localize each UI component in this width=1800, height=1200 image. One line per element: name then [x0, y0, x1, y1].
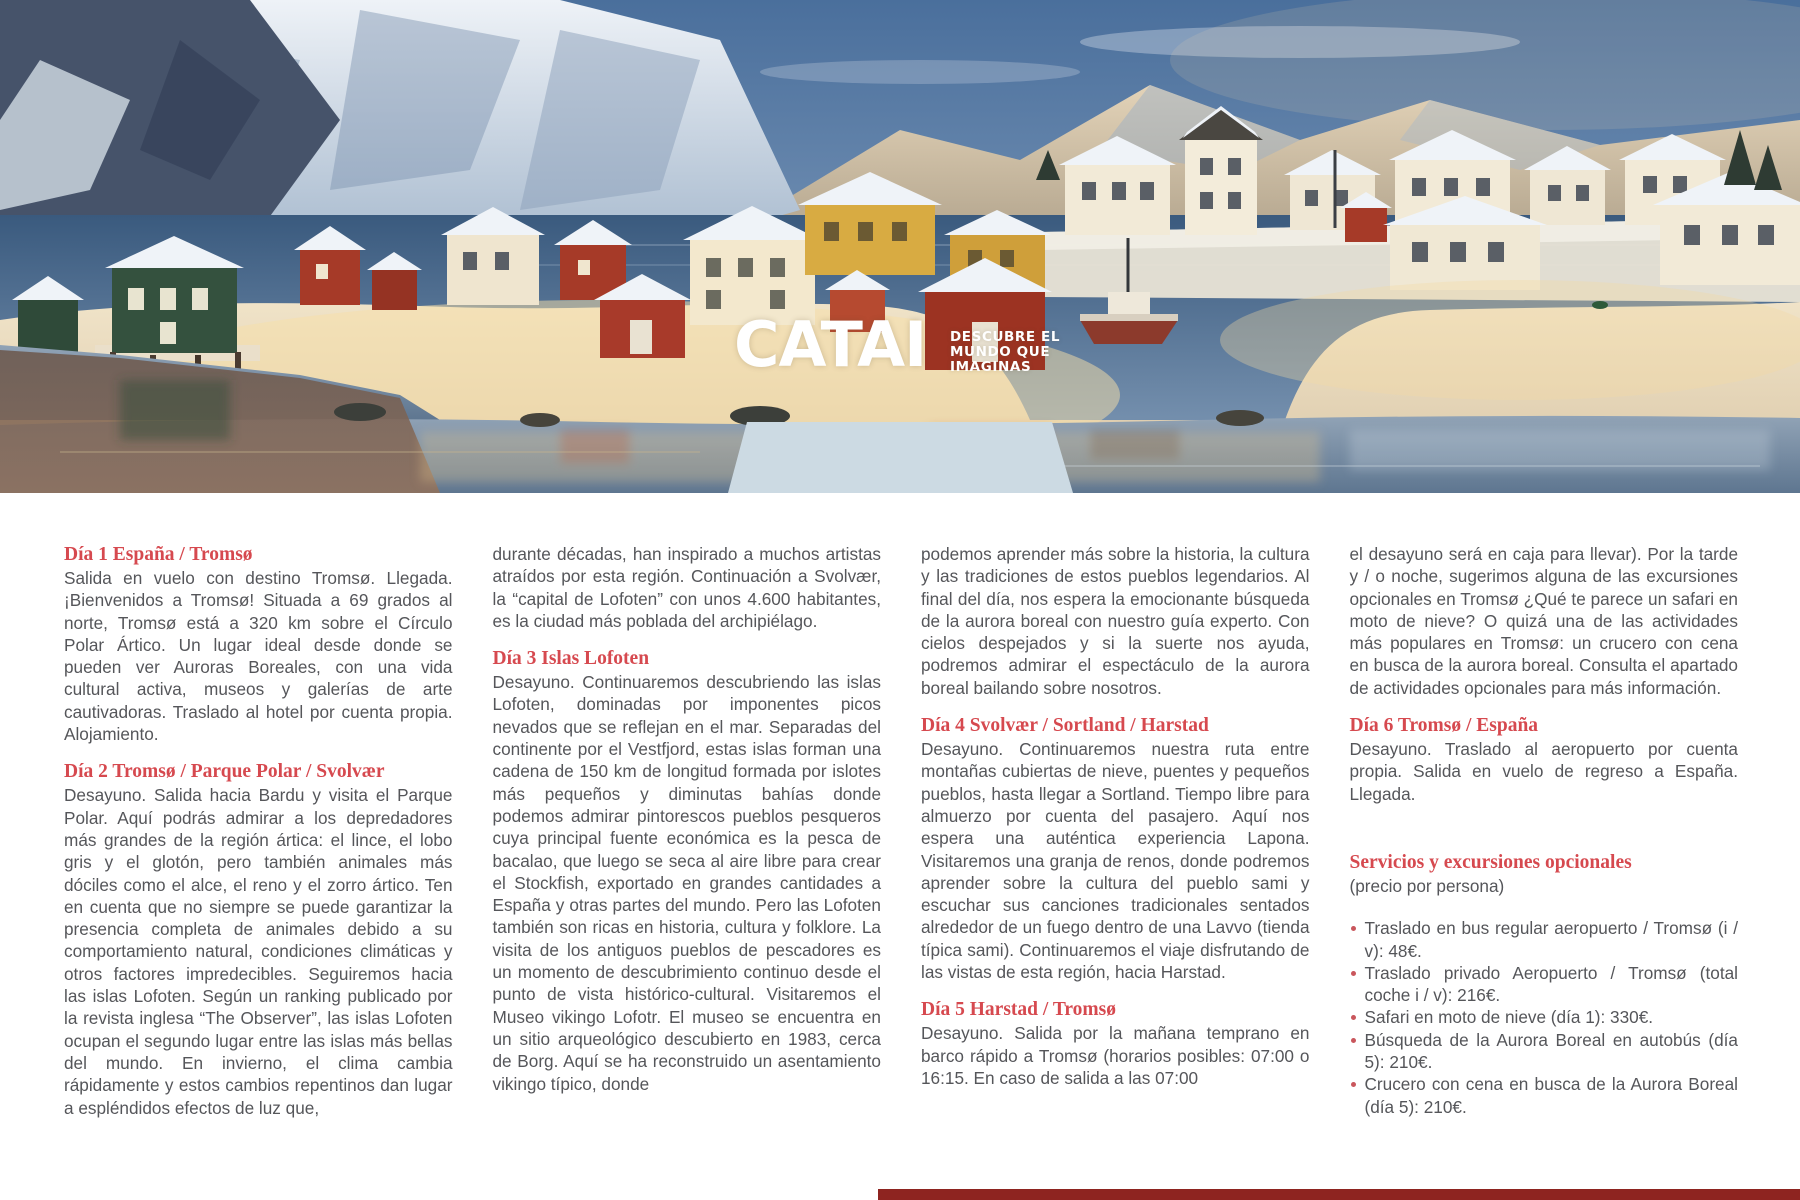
brand-tagline-line: DESCUBRE EL [950, 329, 1061, 345]
services-subheading: (precio por persona) [1349, 875, 1505, 896]
column-3 [921, 543, 1310, 1119]
hero-scene-illustration [0, 0, 1800, 493]
column-2 [493, 543, 882, 1119]
day-section [1350, 714, 1739, 805]
itinerary-columns [0, 493, 1800, 1119]
day-section [493, 647, 882, 1095]
column-4 [1350, 543, 1739, 1119]
day-body: el desayuno será en caja para llevar). Por la tarde y / o noche, sugerimos alguna de las excursiones opcionales en Tromsø ¿Qué te parece un safari en moto de nieve? O quizá una de las actividades más populares en Tromsø: un crucero con cena en busca de la aurora boreal. Consulta el apartado de actividades opcionales para más información. [1349, 544, 1738, 698]
hero-photo [0, 0, 1800, 493]
rock [520, 413, 560, 427]
optional-services-section [1350, 851, 1739, 1118]
day-heading: Día 4 Svolvær / Sortland / Harstad [921, 715, 1209, 737]
footer-accent-bar [878, 1189, 1800, 1200]
day-section [921, 714, 1310, 983]
day-heading: Día 1 España / Tromsø [64, 544, 253, 565]
day-heading: Día 3 Islas Lofoten [492, 648, 650, 670]
day-heading: Día 5 Harstad / Tromsø [921, 999, 1117, 1021]
brand-logo: CATAI [734, 308, 927, 381]
sunlight-glow [1220, 280, 1800, 400]
day-body: Salida en vuelo con destino Tromsø. Llegada. ¡Bienvenidos a Tromsø! Situada a 69 grados al norte, Tromsø está a 320 km sobre el Círculo Polar Ártico. Un lugar ideal desde donde se pueden ver Auroras Boreales, con una vida cultural activa, museos y galerías de arte cautivadoras. Traslado al hotel por cuenta propia. Alojamiento. [64, 568, 453, 745]
banner-trapezoid [728, 422, 1073, 493]
day-heading: Día 2 Tromsø / Parque Polar / Svolvær [64, 761, 385, 783]
continuation-paragraph [493, 543, 882, 632]
day-section [64, 760, 453, 1118]
continuation-paragraph [1350, 543, 1739, 699]
brand-tagline-line: MUNDO QUE [950, 344, 1051, 360]
column-1 [64, 543, 453, 1119]
rock [1216, 410, 1264, 426]
day-body: Desayuno. Continuaremos nuestra ruta entre montañas cubiertas de nieve, puentes y pequeños pueblos, hasta llegar a Sortland. Tiempo libre para almuerzo por cuenta del pasajero. Aquí nos espera una auténtica experiencia Lapona. Visitaremos una granja de renos, donde podremos aprender sobre la cultura del pueblo sami y escuchar sus canciones tradicionales sentados alrededor de un fuego dentro de una Lavvo (tienda típica sami). Continuaremos el viaje disfrutando de las vistas de esta región, hacia Harstad. [921, 739, 1310, 983]
day-body: Desayuno. Traslado al aeropuerto por cuenta propia. Salida en vuelo de regreso a España. Llegada. [1349, 739, 1738, 804]
service-item: Safari en moto de nieve (día 1): 330€. [1350, 1006, 1739, 1028]
rock [334, 403, 386, 421]
day-section [64, 543, 453, 745]
day-body: durante décadas, han inspirado a muchos artistas atraídos por esta región. Continuación a Svolvær, la “capital de Lofoten” con unos 4.600 habitantes, es la ciudad más poblada del archipiélago. [492, 544, 881, 631]
service-item: Búsqueda de la Aurora Boreal en autobús (día 5): 210€. [1350, 1029, 1739, 1074]
service-item: Traslado privado Aeropuerto / Tromsø (total coche i / v): 216€. [1350, 962, 1739, 1007]
day-section [921, 998, 1310, 1089]
brand-tagline [950, 330, 1060, 375]
day-heading: Día 6 Tromsø / España [1349, 715, 1539, 737]
day-body: Desayuno. Continuaremos descubriendo las islas Lofoten, dominadas por imponentes picos nevados que se reflejan en el mar. Separadas del continente por el Vestfjord, estas islas forman una cadena de 150 km de longitud formada por islotes más pequeños y diminutas bahías donde podemos admirar pintorescos pueblos pesqueros cuya principal fuente económica es la pesca de bacalao, que luego se seca al aire libre para crear el Stockfish, exportado en grandes cantidades a España y otras partes del mundo. Pero las Lofoten también son ricas en historia, cultura y folklore. La visita de los antiguos pueblos de pescadores es un momento de descubrimiento continuo desde el punto de vista histórico-cultural. Visitaremos el Museo vikingo Lofotr. El museo se encuentra en un sitio arqueológico descubierto en 1983, cerca de Borg. Aquí se ha reconstruido un asentamiento vikingo típico, donde [492, 672, 881, 1094]
service-item: Traslado en bus regular aeropuerto / Tromsø (i / v): 48€. [1350, 917, 1739, 962]
services-list [1350, 917, 1739, 1118]
day-body: Desayuno. Salida por la mañana temprano en barco rápido a Tromsø (horarios posibles: 07:00 o 16:15. En caso de salida a las 07:00 [921, 1023, 1310, 1088]
service-item: Crucero con cena en busca de la Aurora Boreal (día 5): 210€. [1350, 1073, 1739, 1118]
buoy [1592, 301, 1608, 309]
brand-tagline-line: IMAGINAS [950, 359, 1032, 375]
day-body: Desayuno. Salida hacia Bardu y visita el Parque Polar. Aquí podrás admirar a los depredadores más grandes de la región ártica: el lince, el lobo gris y el glotón, pero también animales más dóciles como el alce, el reno y el zorro ártico. Ten en cuenta que no siempre se puede garantizar la presencia completa de animales debido a su comportamiento natural, condiciones climáticas y otros factores impredecibles. Seguiremos hacia las islas Lofoten. Según un ranking publicado por la revista inglesa “The Observer”, las islas Lofoten ocupan el segundo lugar entre las islas más bellas del mundo. En invierno, el clima cambia rápidamente y estos cambios repentinos dan lugar a espléndidos efectos de luz que, [64, 785, 453, 1118]
day-body: podemos aprender más sobre la historia, la cultura y las tradiciones de estos pueblos legendarios. Al final del día, nos espera la emocionante búsqueda de la aurora boreal con nuestro guía experto. Con cielos despejados y si la suerte nos ayuda, podremos admirar el espectáculo de la aurora boreal bailando sobre nosotros. [921, 544, 1310, 698]
services-heading: Servicios y excursiones opcionales [1349, 851, 1632, 873]
continuation-paragraph [921, 543, 1310, 699]
